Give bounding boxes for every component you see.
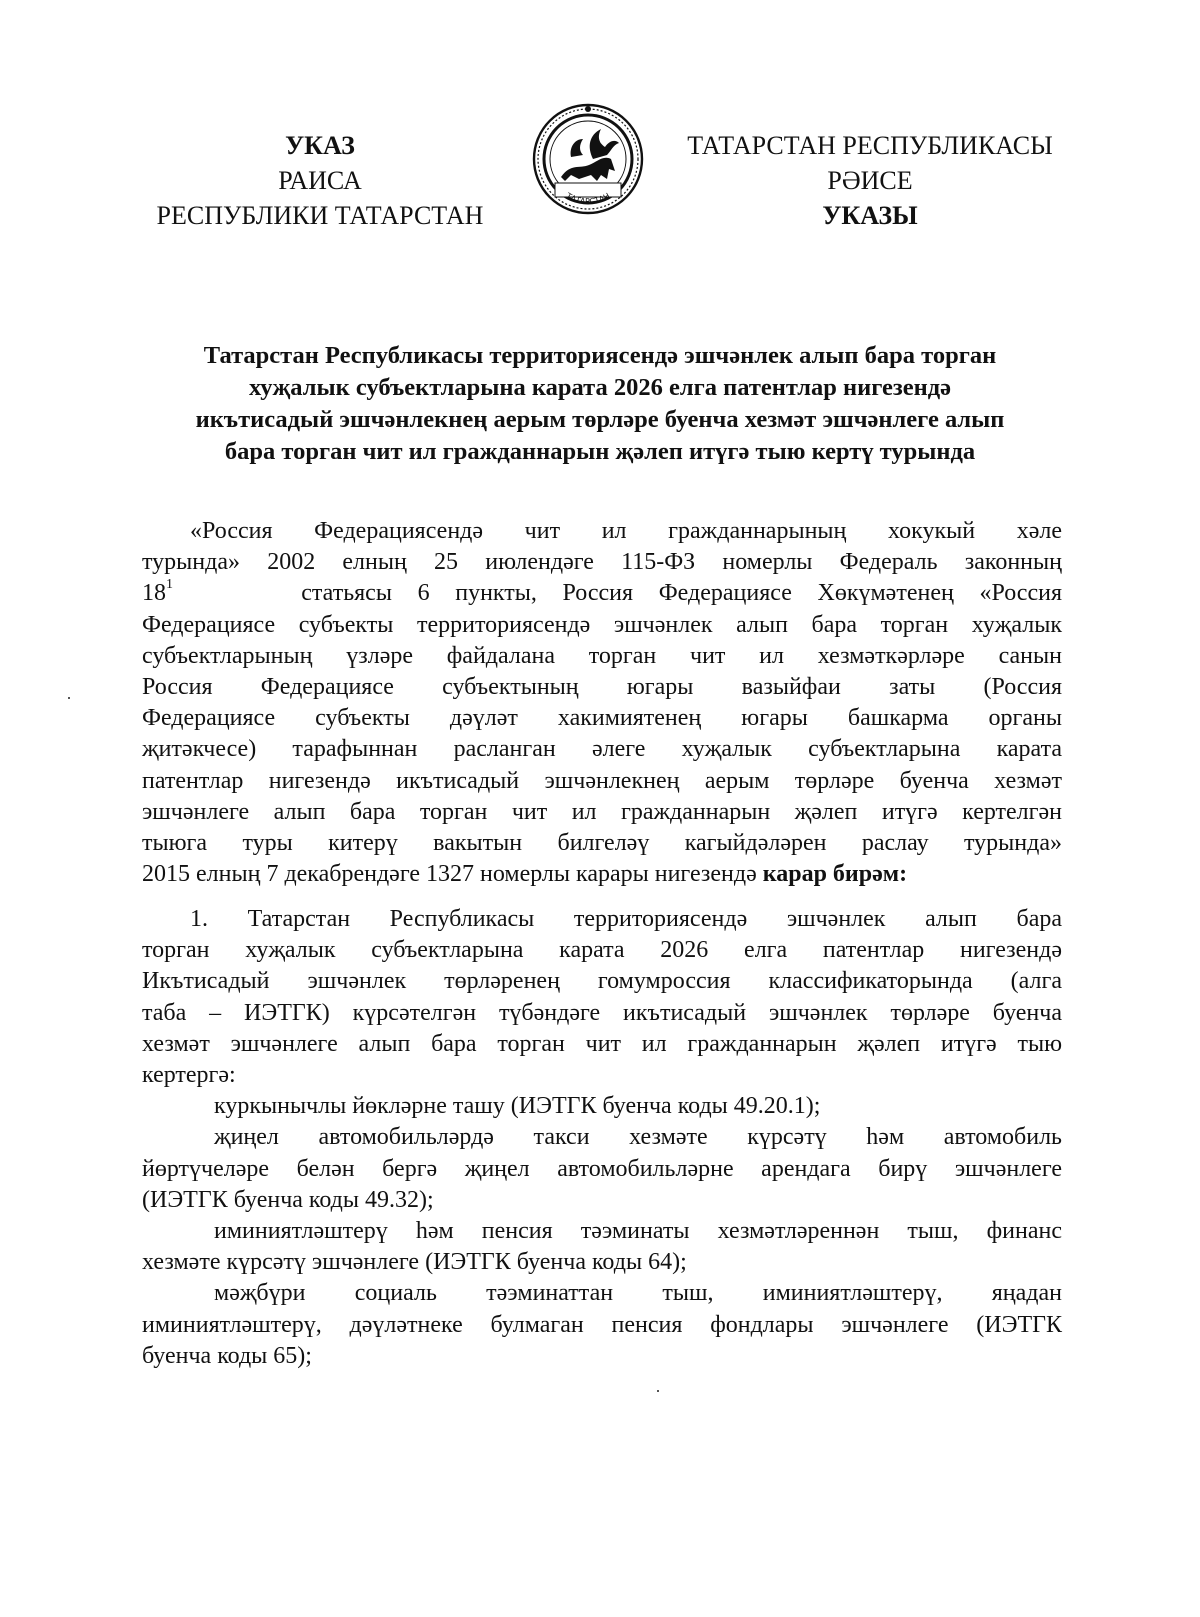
item-1-paragraph bbox=[142, 904, 1062, 1372]
preamble-line: эшчәнлеге алып бара торган чит ил гражданнарын җәлеп итүгә кертелгән bbox=[142, 798, 1062, 825]
header-left-line1: УКАЗ bbox=[285, 131, 355, 160]
preamble-line: җитәкчесе) тарафыннан расланган әлеге хуҗалык субъектларына карата bbox=[142, 736, 1062, 763]
article-superscript: 1 bbox=[166, 577, 173, 593]
item-1-line: таба – ИЭТГК) күрсәтелгән түбәндәге икътисадый эшчәнлек төрләре буенча bbox=[142, 999, 1062, 1026]
activity-item: буенча коды 65); bbox=[142, 1342, 312, 1369]
activity-item: хезмәте күрсәтү эшчәнлеге (ИЭТГК буенча коды 64); bbox=[142, 1249, 687, 1276]
activity-item: мәҗбүри социаль тәэминаттан тыш, иминиятләштерү, яңадан bbox=[214, 1280, 1062, 1307]
activity-item: иминиятләштерү, дәүләтнеке булмаган пенсия фондлары эшчәнлеге (ИЭТГК bbox=[142, 1311, 1062, 1338]
document-title bbox=[120, 340, 1080, 468]
decision-phrase: карар бирәм: bbox=[762, 861, 908, 888]
preamble-line: Федерациясе субъекты дәүләт хакимиятенең югары башкарма органы bbox=[142, 705, 1062, 732]
preamble-line bbox=[142, 578, 1062, 609]
preamble-line-rest: статьясы 6 пункты, Россия Федерациясе Хөкүмәтенең «Россия bbox=[301, 580, 1062, 607]
header-left-line2: РАИСА bbox=[278, 166, 362, 195]
header-right-line1: ТАТАРСТАН РЕСПУБЛИКАСЫ bbox=[687, 131, 1053, 160]
preamble-line: патентлар нигезендә икътисадый эшчәнлекнең аерым төрләре буенча хезмәт bbox=[142, 767, 1062, 794]
item-1-line: Икътисадый эшчәнлек төрләренең гомумроссия классификаторында (алга bbox=[142, 968, 1062, 995]
activity-item: иминиятләштерү һәм пенсия тәэминаты хезмәтләреннән тыш, финанс bbox=[214, 1218, 1062, 1245]
item-1-line: торган хуҗалык субъектларына карата 2026 елга патентлар нигезендә bbox=[142, 937, 1062, 964]
tatarstan-emblem-icon bbox=[531, 99, 645, 219]
title-line: бара торган чит ил гражданнарын җәлеп итүгә тыю кертү турында bbox=[224, 438, 976, 465]
title-line: икътисадый эшчәнлекнең аерым төрләре буенча хезмәт эшчәнлеге алып bbox=[195, 406, 1005, 433]
preamble-line-text: 2015 елның 7 декабрендәге 1327 номерлы карары нигезендә bbox=[142, 861, 763, 888]
preamble-line: «Россия Федерациясендә чит ил гражданнарының хокукый хәле bbox=[190, 518, 1062, 544]
header-left-line3: РЕСПУБЛИКИ ТАТАРСТАН bbox=[156, 201, 484, 230]
item-1-line: кертергә: bbox=[142, 1062, 236, 1089]
activity-item: (ИЭТГК буенча коды 49.32); bbox=[142, 1186, 434, 1213]
preamble-line: Федерациясе субъекты территориясендә эшчәнлек алып бара торган хуҗалык bbox=[142, 611, 1062, 638]
article-number: 18 bbox=[142, 580, 166, 607]
activity-item: йөртүчеләре белән бергә җиңел автомобильләрне арендага бирү эшчәнлеге bbox=[142, 1155, 1062, 1182]
scan-speck bbox=[657, 1390, 659, 1392]
emblem-text: ТАТАРСТАН bbox=[564, 191, 612, 207]
header-right-line3: УКАЗЫ bbox=[822, 201, 918, 230]
preamble-line: субъектларының үзләре файдалана торган чит ил хезмәткәрләре санын bbox=[142, 642, 1062, 669]
item-1-line: хезмәт эшчәнлеге алып бара торган чит ил гражданнарын җәлеп итүгә тыю bbox=[142, 1030, 1062, 1057]
preamble-line: Россия Федерациясе субъектының югары вазыйфаи заты (Россия bbox=[142, 674, 1062, 701]
header-right bbox=[665, 128, 1075, 233]
activity-item: куркынычлы йөкләрне ташу (ИЭТГК буенча коды 49.20.1); bbox=[214, 1093, 821, 1120]
header-left bbox=[120, 128, 520, 233]
item-1-line: 1. Татарстан Республикасы территориясендә эшчәнлек алып бара bbox=[190, 906, 1062, 932]
title-line: хуҗалык субъектларына карата 2026 елга патентлар нигезендә bbox=[248, 374, 952, 401]
preamble-paragraph bbox=[142, 516, 1062, 890]
scan-speck bbox=[68, 697, 70, 699]
preamble-line: турында» 2002 елның 25 июлендәге 115-ФЗ номерлы Федераль законның bbox=[142, 549, 1062, 576]
preamble-line bbox=[142, 859, 1062, 890]
header-right-line2: РӘИСЕ bbox=[827, 166, 913, 195]
preamble-line: тыюга туры китерү вакытын билгеләү кагыйдәләрен раслау турында» bbox=[142, 830, 1062, 857]
title-line: Татарстан Республикасы территориясендә эшчәнлек алып бара торган bbox=[203, 342, 997, 369]
activity-item: җиңел автомобильләрдә такси хезмәте күрсәтү һәм автомобиль bbox=[214, 1124, 1062, 1151]
